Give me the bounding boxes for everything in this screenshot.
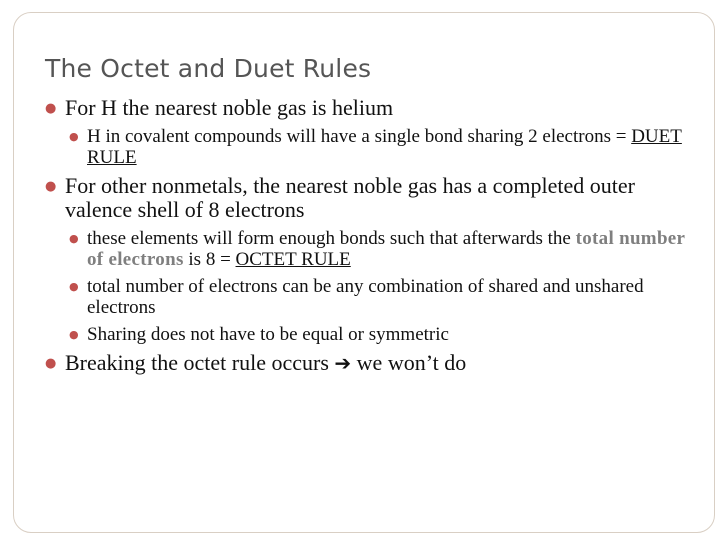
sub-bullet-text: is 8 =	[183, 249, 236, 270]
sub-bullet-text: H in covalent compounds will have a single bond sharing 2 electrons =	[87, 126, 632, 147]
arrow-right-icon: ➔	[334, 351, 352, 375]
bullet-helium	[45, 96, 685, 120]
bullet-dot-icon: ●	[69, 130, 79, 143]
bullet-dot-icon: ●	[45, 179, 57, 194]
duet-rule-label: DUET RULE	[87, 126, 682, 168]
sub-bullet-combination	[45, 276, 685, 318]
bullet-nonmetals	[45, 174, 685, 222]
sub-bullet-text: total number of electrons can be any combination of shared and unshared electrons	[87, 276, 644, 318]
bullet-text: we won’t do	[351, 350, 467, 375]
bullet-text: For H the nearest noble gas is helium	[65, 95, 394, 120]
octet-rule-label: OCTET RULE	[235, 249, 351, 270]
bullet-dot-icon: ●	[69, 280, 79, 293]
bullet-dot-icon: ●	[45, 356, 57, 371]
bullet-text: Breaking the octet rule occurs	[65, 350, 335, 375]
emphasis-text: total number of electrons	[87, 228, 685, 270]
sub-bullet-sharing	[45, 324, 685, 345]
bullet-dot-icon: ●	[45, 101, 57, 116]
bullet-text: For other nonmetals, the nearest noble gas has a completed outer valence shell of 8 electrons	[65, 173, 635, 222]
bullet-breaking-octet	[45, 351, 685, 375]
sub-bullet-text: these elements will form enough bonds such that afterwards the	[87, 228, 576, 249]
sub-bullet-text: Sharing does not have to be equal or symmetric	[87, 324, 449, 345]
sub-bullet-octet	[45, 228, 685, 270]
slide-content	[45, 96, 685, 381]
slide-title: The Octet and Duet Rules	[45, 54, 372, 83]
bullet-dot-icon: ●	[69, 328, 79, 341]
sub-bullet-duet	[45, 126, 685, 168]
bullet-dot-icon: ●	[69, 232, 79, 245]
